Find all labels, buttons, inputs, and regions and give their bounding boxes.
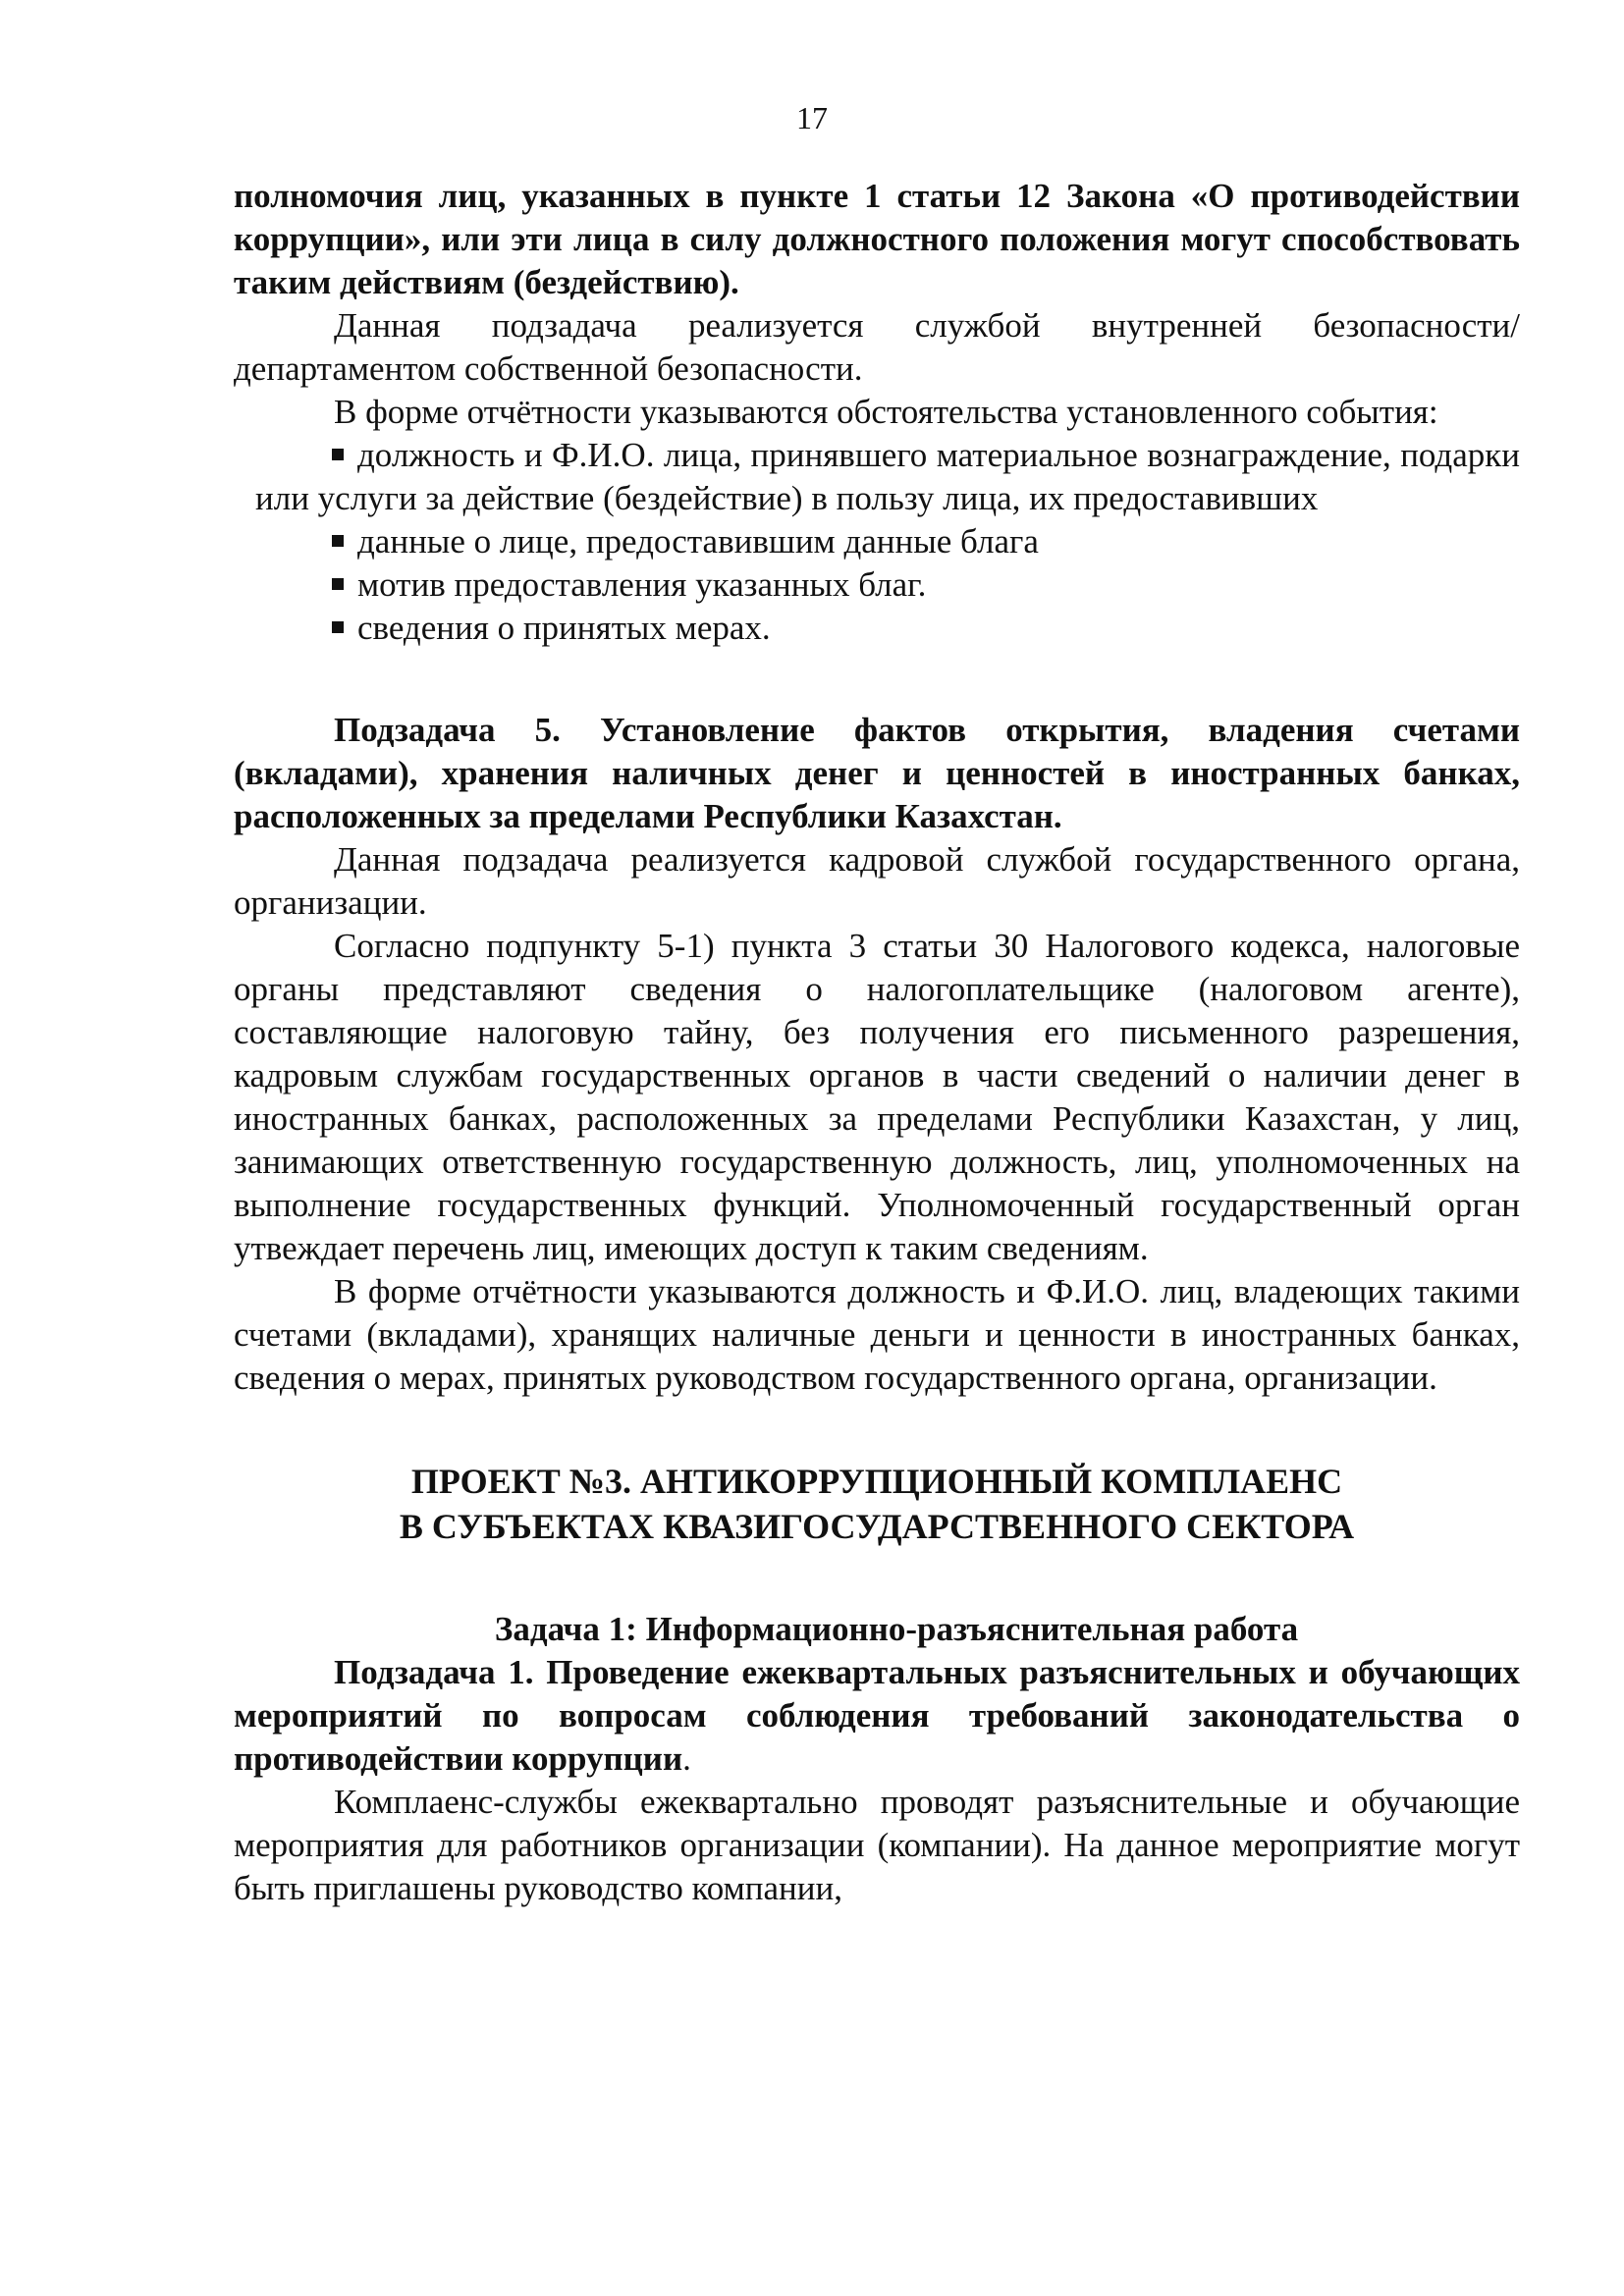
paragraph-continuation: полномочия лиц, указанных в пункте 1 статьи 12 Закона «О противодействии коррупции», или эти лица в силу должностного положения могут способствовать таким действиям (бездействию). — [234, 177, 1520, 301]
bullet-list — [234, 434, 1520, 650]
page-number: 17 — [796, 100, 828, 135]
bullet-square-icon — [332, 621, 344, 633]
bullet-square-icon — [332, 535, 344, 547]
subtask1-heading: Подзадача 1. Проведение ежеквартальных разъяснительных и обучающих мероприятий по вопросам соблюдения требований законодательства о противодействии коррупции. — [234, 1653, 1520, 1778]
list-item: должность и Ф.И.О. лица, принявшего материальное вознаграждение, подарки или услуги за действие (бездействие) в пользу лица, их предоставивших — [255, 436, 1520, 517]
paragraph-tax-code: Согласно подпункту 5-1) пункта 3 статьи 30 Налогового кодекса, налоговые органы представляют сведения о налогоплательщике (налоговом агенте), составляющие налоговую тайну, без получения его письменного разрешения, кадровым службам государственных органов в части сведений о наличии денег в иностранных банках, расположенных за пределами Республики Казахстан, у лиц, занимающих ответственную государственную должность, лиц, уполномоченных на выполнение государственных функций. Уполномоченный государственный орган утвеждает перечень лиц, имеющих доступ к таким сведениям. — [234, 927, 1520, 1267]
spacer — [234, 650, 1520, 709]
project-title: ПРОЕКТ №3. АНТИКОРРУПЦИОННЫЙ КОМПЛАЕНС В СУБЪЕКТАХ КВАЗИГОСУДАРСТВЕННОГО СЕКТОРА — [399, 1462, 1355, 1546]
bullet-square-icon — [332, 449, 344, 460]
paragraph-implementation: Данная подзадача реализуется службой внутренней безопасности/департаментом собственной безопасности. — [234, 306, 1520, 388]
list-item: данные о лице, предоставившим данные блага — [255, 520, 1520, 563]
subtask5-heading: Подзадача 5. Установление фактов открытия, владения счетами (вкладами), хранения наличных денег и ценностей в иностранных банках, расположенных за пределами Республики Казахстан. — [234, 711, 1520, 835]
task1-title: Задача 1: Информационно-разъяснительная работа — [494, 1610, 1299, 1648]
list-item: сведения о принятых мерах. — [255, 607, 1520, 650]
list-item: мотив предоставления указанных благ. — [255, 563, 1520, 607]
paragraph-subtask5-implementation: Данная подзадача реализуется кадровой службой государственного органа, организации. — [234, 840, 1520, 922]
paragraph-reporting-form: В форме отчётности указываются обстоятельства установленного события: — [334, 393, 1438, 431]
paragraph-subtask5-reporting: В форме отчётности указываются должность и Ф.И.О. лиц, владеющих такими счетами (вкладами), хранящих наличные деньги и ценности в иностранных банках, сведения о мерах, принятых руководством государственного органа, организации. — [234, 1272, 1520, 1397]
page-body — [234, 175, 1520, 1910]
spacer — [234, 1549, 1520, 1608]
spacer — [234, 1400, 1520, 1459]
bullet-square-icon — [332, 578, 344, 590]
paragraph-compliance: Комплаенс-службы ежеквартально проводят разъяснительные и обучающие мероприятия для работников организации (компании). На данное мероприятие могут быть приглашены руководство компании, — [234, 1783, 1520, 1907]
